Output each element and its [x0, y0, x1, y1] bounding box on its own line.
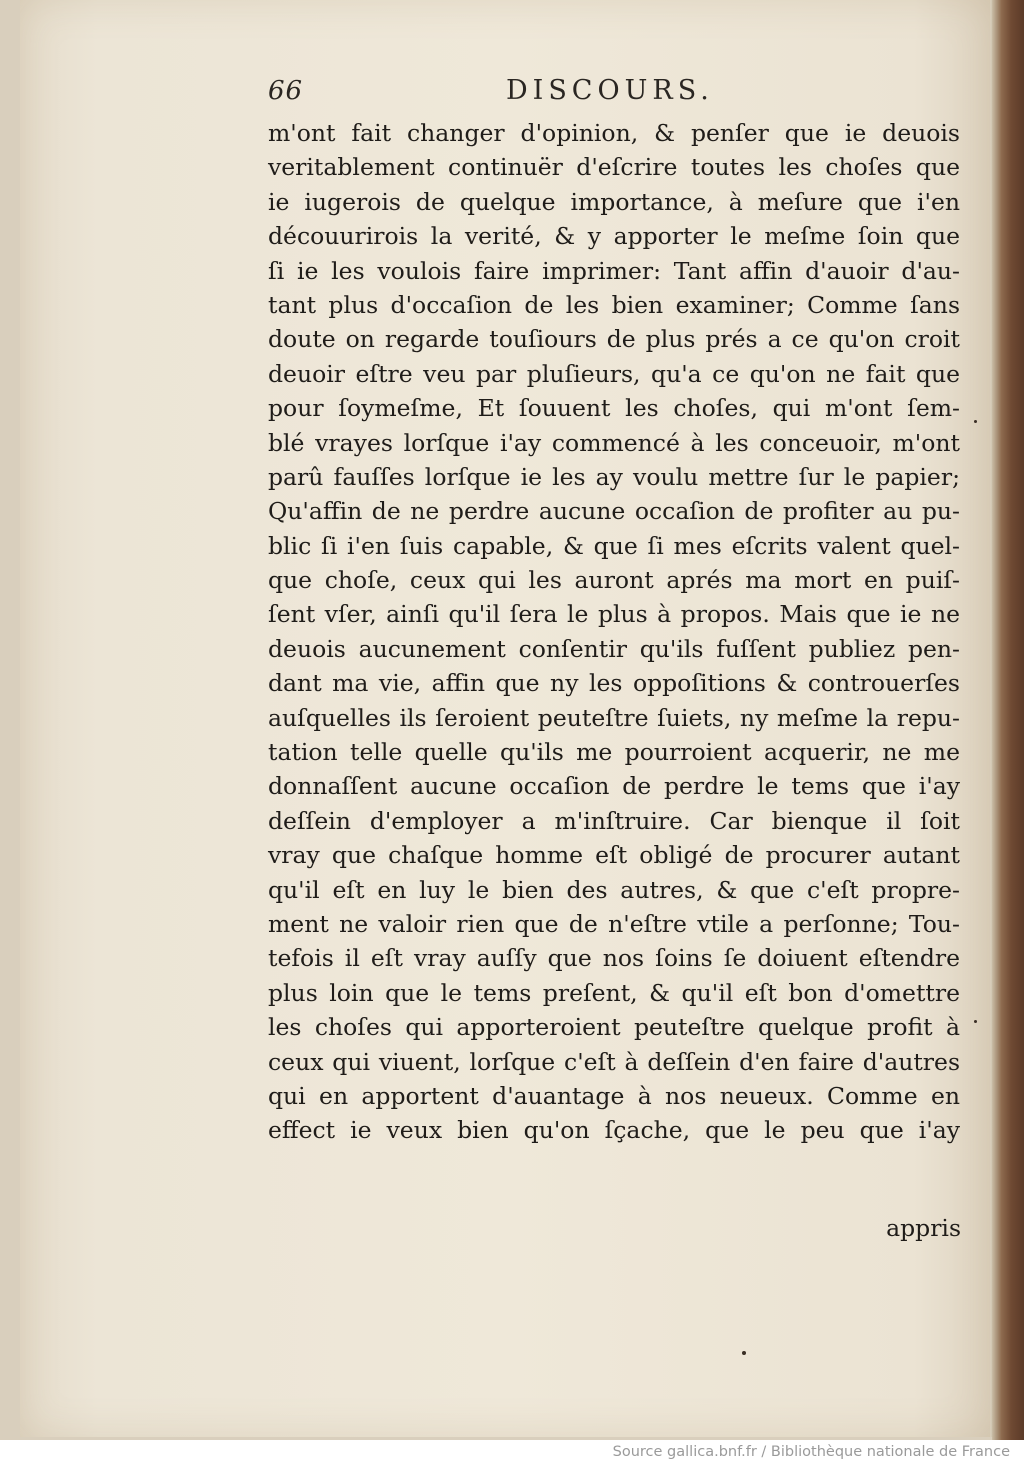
body-text — [268, 116, 960, 1148]
text-line: donnaſſent aucune occaſion de perdre le tems que i'ay — [268, 772, 960, 801]
text-line: veritablement continuër d'eſcrire toutes les choſes que — [268, 153, 960, 182]
ink-speck — [974, 1020, 977, 1023]
text-line: deſſein d'employer a m'inſtruire. Car bienque il ſoit — [268, 806, 960, 835]
text-line: vray que chaſque homme eſt obligé de procurer autant — [268, 841, 960, 870]
text-line: plus loin que le tems preſent, & qu'il eſt bon d'omettre — [268, 978, 960, 1007]
text-line: parû fauſſes lorſque ie les ay voulu mettre ſur le papier; — [268, 462, 960, 491]
text-line: m'ont fait changer d'opinion, & penſer que ie deuois — [268, 119, 960, 147]
text-line: doute on regarde touſiours de plus prés a ce qu'on croit — [268, 325, 960, 354]
text-line: blé vrayes lorſque i'ay commencé à les conceuoir, m'ont — [268, 428, 960, 457]
text-line: tefois il eſt vray auſſy que nos ſoins ſe doiuent eſtendre — [268, 944, 960, 973]
running-title: DISCOURS. — [506, 75, 714, 106]
text-line: ment ne valoir rien que de n'eſtre vtile a perſonne; Tou- — [268, 909, 960, 938]
text-line: que choſe, ceux qui les auront aprés ma mort en puiſ- — [268, 566, 960, 595]
text-line: ie iugerois de quelque importance, à meſure que i'en — [268, 187, 960, 216]
text-line: Qu'affin de ne perdre aucune occaſion de profiter au pu- — [268, 497, 960, 526]
text-line: ceux qui viuent, lorſque c'eſt à deſſein d'en faire d'autres — [268, 1047, 960, 1076]
text-line: auſquelles ils ſeroient peuteſtre ſuiets, ny meſme la repu- — [268, 703, 960, 732]
text-line: ſi ie les voulois faire imprimer: Tant affin d'auoir d'au- — [268, 256, 960, 285]
ink-speck — [974, 420, 977, 423]
text-line: dant ma vie, affin que ny les oppoſitions & controuerſes — [268, 669, 960, 698]
page-number: 66 — [268, 76, 304, 106]
ink-speck — [742, 1351, 746, 1355]
text-line: qui en apportent d'auantage à nos neueux. Comme en — [268, 1081, 960, 1110]
catchword: appris — [886, 1214, 961, 1242]
text-line: ſent vſer, ainſi qu'il ſera le plus à propos. Mais que ie ne — [268, 600, 960, 629]
text-line: effect ie veux bien qu'on ſçache, que le peu que i'ay — [268, 1116, 960, 1145]
text-line: deuois aucunement conſentir qu'ils fuſſent publiez pen- — [268, 634, 960, 663]
text-line: pour ſoymeſme, Et ſouuent les choſes, qui m'ont ſem- — [268, 394, 960, 423]
text-line: découurirois la verité, & y apporter le meſme ſoin que — [268, 222, 960, 251]
text-line: deuoir eſtre veu par pluſieurs, qu'a ce qu'on ne fait que — [268, 359, 960, 388]
text-line: qu'il eſt en luy le bien des autres, & que c'eſt propre- — [268, 875, 960, 904]
book-binding — [992, 0, 1024, 1440]
text-line: tant plus d'occaſion de les bien examiner; Comme ſans — [268, 290, 960, 319]
footer-bar — [0, 1440, 1024, 1469]
source-credit: Source gallica.bnf.fr / Bibliothèque nationale de France — [612, 1444, 1010, 1460]
text-line: les choſes qui apporteroient peuteſtre quelque profit à — [268, 1013, 960, 1042]
text-line: tation telle quelle qu'ils me pourroient acquerir, ne me — [268, 738, 960, 767]
text-line: blic ſi i'en ſuis capable, & que ſi mes eſcrits valent quel- — [268, 531, 960, 560]
